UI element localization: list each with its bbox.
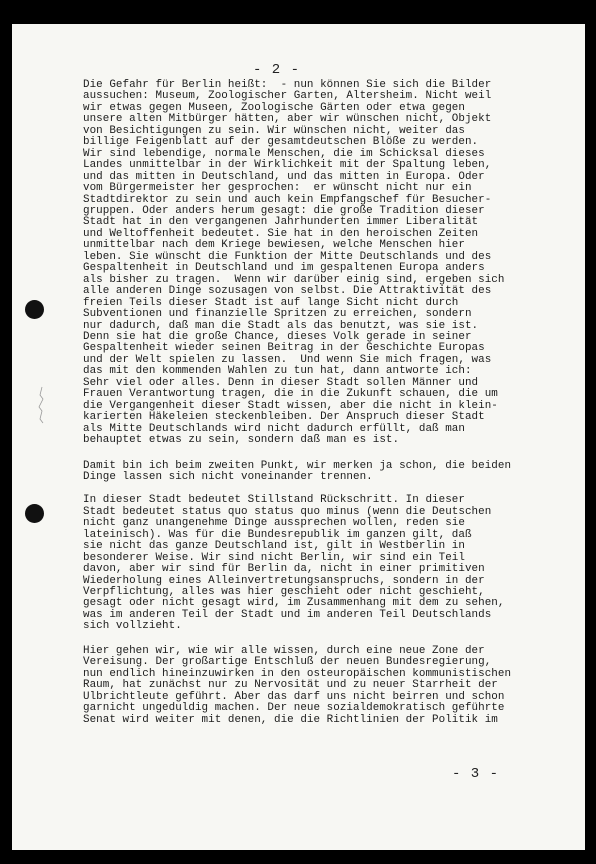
text-line: das mit den kommenden Wahlen zu tun hat, dann antworte ich:	[83, 365, 472, 378]
text-line: unsere alten Mitbürger hätten, aber wir wünschen nicht, Objekt	[83, 113, 492, 126]
text-line: alle anderen Dinge sozusagen von selbst. Die Attraktivität des	[83, 285, 492, 298]
body-text	[83, 80, 583, 726]
text-line: Senat wird weiter mit denen, die die Richtlinien der Politik im	[83, 713, 498, 726]
paragraph-3	[83, 495, 583, 632]
text-line: freien Teils dieser Stadt ist auf lange Sicht nicht durch	[83, 296, 459, 309]
text-line: und Weltoffenheit bedeutet. Sie hat in den heroischen Zeiten	[83, 227, 479, 240]
text-line: was im anderen Teil der Stadt und im anderen Teil Deutschlands	[83, 608, 492, 621]
page-number-bottom: - 3 -	[452, 766, 500, 782]
text-line: Vereisung. Der großartige Entschluß der neuen Bundesregierung,	[83, 656, 492, 669]
text-line: Gespaltenheit wieder seinen Beitrag in der Geschichte Europas	[83, 342, 485, 355]
text-line: sich vollzieht.	[83, 620, 182, 633]
text-line: leben. Sie wünscht die Funktion der Mitte Deutschlands und des	[83, 250, 492, 263]
text-line: sie nicht das ganze Deutschland ist, gilt in Westberlin in	[83, 540, 465, 553]
page-number-top: - 2 -	[253, 62, 301, 78]
text-line: gruppen. Oder anders herum gesagt: die große Tradition dieser	[83, 204, 485, 217]
text-line: Ulbrichtleute geführt. Aber das darf uns nicht beirren und schon	[83, 690, 505, 703]
text-line: Wir sind lebendige, normale Menschen, die im Schicksal dieses	[83, 147, 485, 160]
text-line: Die Gefahr für Berlin heißt: - nun können Sie sich die Bilder	[83, 79, 492, 91]
text-line: In dieser Stadt bedeutet Stillstand Rückschritt. In dieser	[83, 494, 465, 507]
text-line: aussuchen: Museum, Zoologischer Garten, Altersheim. Nicht weil	[83, 90, 492, 103]
text-line: Sehr viel oder alles. Denn in dieser Stadt sollen Männer und	[83, 376, 479, 389]
paragraph-2	[83, 461, 583, 484]
text-line: Dinge lassen sich nicht voneinander trennen.	[83, 470, 373, 483]
text-line: und das mitten in Deutschland, und das mitten in Europa. Oder	[83, 170, 485, 183]
text-line: Raum, hat zunächst nur zu Nervosität und zu neuer Starrheit der	[83, 679, 498, 692]
text-line: lateinisch). Was für die Bundesrepublik im ganzen gilt, daß	[83, 528, 472, 541]
text-line: von Besichtigungen zu sein. Wir wünschen nicht, weiter das	[83, 124, 465, 137]
text-line: nicht ganz unangenehme Dinge aussprechen wollen, reden sie	[83, 517, 465, 530]
text-line: Damit bin ich beim zweiten Punkt, wir merken ja schon, die beiden	[83, 459, 512, 472]
text-line: billige Feigenblatt auf der gesamtdeutschen Blöße zu werden.	[83, 136, 479, 149]
text-line: Wiederholung eines Alleinvertretungsanspruchs, sondern in der	[83, 574, 485, 587]
text-line: wir etwas gegen Museen, Zoologische Gärten oder etwa gegen	[83, 101, 465, 114]
text-line: nur dadurch, daß man die Stadt als das benutzt, was sie ist.	[83, 319, 479, 332]
margin-pencil-mark	[36, 385, 46, 425]
text-line: unmittelbar nach dem Kriege bewiesen, welche Menschen hier	[83, 239, 465, 252]
text-line: Landes unmittelbar in der Wirklichkeit mit der Spaltung leben,	[83, 159, 492, 172]
punch-hole-top	[25, 300, 44, 319]
text-line: Stadtdirektor zu sein und auch kein Empfangschef für Besucher-	[83, 193, 492, 206]
text-line: die Vergangenheit dieser Stadt wissen, aber die nicht in klein-	[83, 399, 498, 412]
punch-hole-bottom	[25, 504, 44, 523]
text-line: garnicht ungeduldig machen. Der neue sozialdemokratisch geführte	[83, 702, 505, 715]
text-line: Verpflichtung, alles was hier geschieht oder nicht geschieht,	[83, 586, 485, 599]
paragraph-4	[83, 646, 583, 726]
text-line: Denn sie hat die große Chance, dieses Volk gerade in seiner	[83, 330, 472, 343]
text-line: Hier gehen wir, wie wir alle wissen, durch eine neue Zone der	[83, 644, 485, 657]
text-line: vom Bürgermeister her gesprochen: er wünscht nicht nur ein	[83, 182, 472, 195]
text-line: behauptet etwas zu sein, sondern daß man es ist.	[83, 434, 400, 447]
text-line: davon, aber wir sind für Berlin da, nicht in einer primitiven	[83, 563, 485, 576]
text-line: nun endlich hineinzuwirken in den osteuropäischen kommunistischen	[83, 667, 512, 680]
paragraph-1	[83, 80, 583, 447]
text-line: Stadt hat in den vergangenen Jahrhunderten immer Liberalität	[83, 216, 479, 229]
text-line: Stadt bedeutet status quo status quo minus (wenn die Deutschen	[83, 505, 492, 518]
text-line: als bisher zu tragen. Wenn wir darüber einig sind, ergeben sich	[83, 273, 505, 286]
text-line: als Mitte Deutschlands wird nicht dadurch erfüllt, daß man	[83, 422, 465, 435]
text-line: Frauen Verantwortung tragen, die in die Zukunft schauen, die um	[83, 388, 498, 401]
text-line: und der Welt spielen zu lassen. Und wenn Sie mich fragen, was	[83, 353, 492, 366]
text-line: karierten Häkeleien steckenbleiben. Der Anspruch dieser Stadt	[83, 411, 485, 424]
text-line: besonderer Weise. Wir sind nicht Berlin, wir sind ein Teil	[83, 551, 465, 564]
text-line: Gespaltenheit in Deutschland und im gespaltenen Europa anders	[83, 262, 485, 275]
text-line: gesagt oder nicht gesagt wird, im Zusammenhang mit dem zu sehen,	[83, 597, 505, 610]
text-line: Subventionen und finanzielle Spritzen zu erreichen, sondern	[83, 308, 472, 321]
